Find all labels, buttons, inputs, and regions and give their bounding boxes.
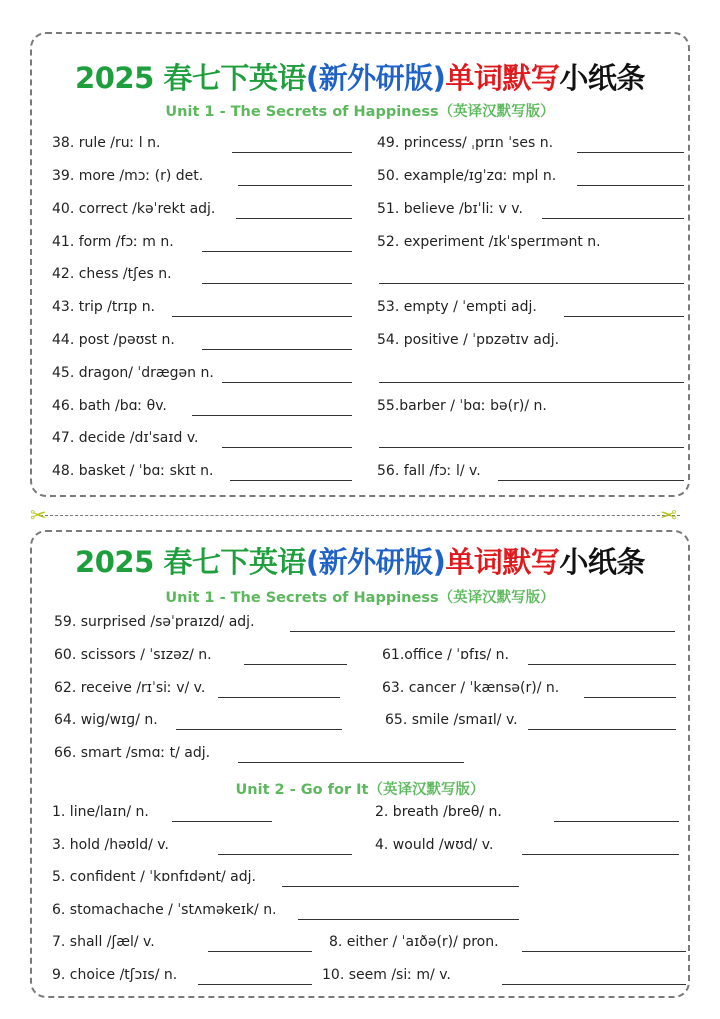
answer-blank[interactable] xyxy=(584,697,676,698)
vocab-entry: 60. scissors / ˈsɪzəz/ n. xyxy=(54,647,212,663)
vocab-entry: 66. smart /smɑː t/ adj. xyxy=(54,745,211,761)
answer-blank[interactable] xyxy=(218,854,352,855)
vocab-entry: 48. basket / ˈbɑː skɪt n. xyxy=(52,463,214,479)
answer-blank[interactable] xyxy=(222,382,352,383)
answer-blank[interactable] xyxy=(192,415,352,416)
answer-blank[interactable] xyxy=(577,152,684,153)
title-part-4: 小纸条 xyxy=(559,545,645,579)
vocab-entry: 39. more /mɔː (r) det. xyxy=(52,168,204,184)
answer-blank[interactable] xyxy=(577,185,684,186)
vocab-entry: 43. trip /trɪp n. xyxy=(52,299,156,315)
answer-blank[interactable] xyxy=(176,729,342,730)
cut-line-divider xyxy=(40,515,680,516)
vocab-entry: 7. shall /ʃæl/ v. xyxy=(52,934,155,950)
vocab-entry: 2. breath /breθ/ n. xyxy=(375,804,502,820)
title-part-2: (新外研版) xyxy=(305,61,446,95)
vocab-entry: 41. form /fɔː m n. xyxy=(52,234,174,250)
answer-blank[interactable] xyxy=(282,886,519,887)
vocab-entry: 38. rule /ruː l n. xyxy=(52,135,161,151)
vocab-entry: 45. dragon/ ˈdrægən n. xyxy=(52,365,214,381)
title-year: 2025 xyxy=(75,61,154,95)
unit-subtitle: Unit 1 - The Secrets of Happiness（英译汉默写版） xyxy=(165,104,555,120)
title-part-3: 单词默写 xyxy=(445,61,560,95)
vocab-entry: 62. receive /rɪˈsiː v/ v. xyxy=(54,680,206,696)
answer-blank[interactable] xyxy=(236,218,352,219)
answer-blank[interactable] xyxy=(198,984,312,985)
title-part-1: 春七下英语 xyxy=(163,545,306,579)
vocab-entry: 46. bath /bɑː θv. xyxy=(52,398,167,414)
vocab-entry: 65. smile /smaɪl/ v. xyxy=(385,712,518,728)
answer-blank[interactable] xyxy=(290,631,675,632)
worksheet-card-2 xyxy=(30,530,690,998)
answer-blank[interactable] xyxy=(238,185,352,186)
vocab-entry: 6. stomachache / ˈstʌməkeɪk/ n. xyxy=(52,902,277,918)
answer-blank[interactable] xyxy=(202,283,352,284)
answer-blank[interactable] xyxy=(172,316,352,317)
answer-blank[interactable] xyxy=(498,480,684,481)
vocab-entry: 4. would /wʊd/ v. xyxy=(375,837,494,853)
vocab-entry: 52. experiment /ɪkˈsperɪmənt n. xyxy=(377,234,601,250)
answer-blank[interactable] xyxy=(232,152,352,153)
answer-blank[interactable] xyxy=(230,480,352,481)
vocab-entry: 1. line/laɪn/ n. xyxy=(52,804,149,820)
vocab-entry: 53. empty / ˈempti adj. xyxy=(377,299,537,315)
vocab-entry: 40. correct /kəˈrekt adj. xyxy=(52,201,216,217)
answer-blank[interactable] xyxy=(208,951,312,952)
vocab-entry: 56. fall /fɔː l/ v. xyxy=(377,463,481,479)
answer-blank[interactable] xyxy=(244,664,347,665)
answer-blank[interactable] xyxy=(522,854,679,855)
answer-blank[interactable] xyxy=(554,821,679,822)
answer-blank[interactable] xyxy=(528,664,676,665)
vocab-entry: 42. chess /tʃes n. xyxy=(52,266,172,282)
vocab-entry: 61.office / ˈɒfɪs/ n. xyxy=(382,647,509,663)
worksheet-card-1 xyxy=(30,32,690,497)
vocab-entry: 3. hold /həʊld/ v. xyxy=(52,837,169,853)
vocab-entry: 63. cancer / ˈkænsə(r)/ n. xyxy=(382,680,560,696)
answer-blank[interactable] xyxy=(542,218,684,219)
answer-blank[interactable] xyxy=(379,382,684,383)
answer-blank[interactable] xyxy=(522,951,686,952)
answer-blank[interactable] xyxy=(528,729,676,730)
title-year: 2025 xyxy=(75,545,154,579)
vocab-entry: 54. positive / ˈpɒzətɪv adj. xyxy=(377,332,560,348)
unit-1-subtitle: Unit 1 - The Secrets of Happiness（英译汉默写版） xyxy=(165,590,555,606)
answer-blank[interactable] xyxy=(238,762,464,763)
vocab-entry: 5. confident / ˈkɒnfɪdənt/ adj. xyxy=(52,869,256,885)
vocab-entry: 47. decide /dɪˈsaɪd v. xyxy=(52,430,199,446)
answer-blank[interactable] xyxy=(202,349,352,350)
vocab-entry: 44. post /pəʊst n. xyxy=(52,332,175,348)
vocab-entry: 64. wig/wɪɡ/ n. xyxy=(54,712,158,728)
title-part-3: 单词默写 xyxy=(445,545,560,579)
unit-2-subtitle: Unit 2 - Go for It（英译汉默写版） xyxy=(235,782,485,798)
vocab-entry: 9. choice /tʃɔɪs/ n. xyxy=(52,967,178,983)
answer-blank[interactable] xyxy=(502,984,686,985)
answer-blank[interactable] xyxy=(172,821,272,822)
vocab-entry: 55.barber / ˈbɑː bə(r)/ n. xyxy=(377,398,547,414)
answer-blank[interactable] xyxy=(298,919,519,920)
scissors-icon: ✂ xyxy=(30,503,47,527)
worksheet-title xyxy=(32,540,688,581)
title-part-2: (新外研版) xyxy=(305,545,446,579)
title-part-1: 春七下英语 xyxy=(163,61,306,95)
vocab-entry: 51. believe /bɪˈliː v v. xyxy=(377,201,523,217)
vocab-entry: 59. surprised /səˈpraɪzd/ adj. xyxy=(54,614,255,630)
scissors-icon: ✂ xyxy=(660,503,677,527)
vocab-entry: 49. princess/ ˌprɪn ˈses n. xyxy=(377,135,554,151)
answer-blank[interactable] xyxy=(564,316,684,317)
title-part-4: 小纸条 xyxy=(559,61,645,95)
worksheet-title xyxy=(32,56,688,97)
answer-blank[interactable] xyxy=(379,283,684,284)
answer-blank[interactable] xyxy=(218,697,340,698)
vocab-entry: 10. seem /siː m/ v. xyxy=(322,967,451,983)
answer-blank[interactable] xyxy=(379,447,684,448)
vocab-entry: 50. example/ɪɡˈzɑː mpl n. xyxy=(377,168,557,184)
answer-blank[interactable] xyxy=(222,447,352,448)
answer-blank[interactable] xyxy=(202,251,352,252)
vocab-entry: 8. either / ˈaɪðə(r)/ pron. xyxy=(329,934,499,950)
